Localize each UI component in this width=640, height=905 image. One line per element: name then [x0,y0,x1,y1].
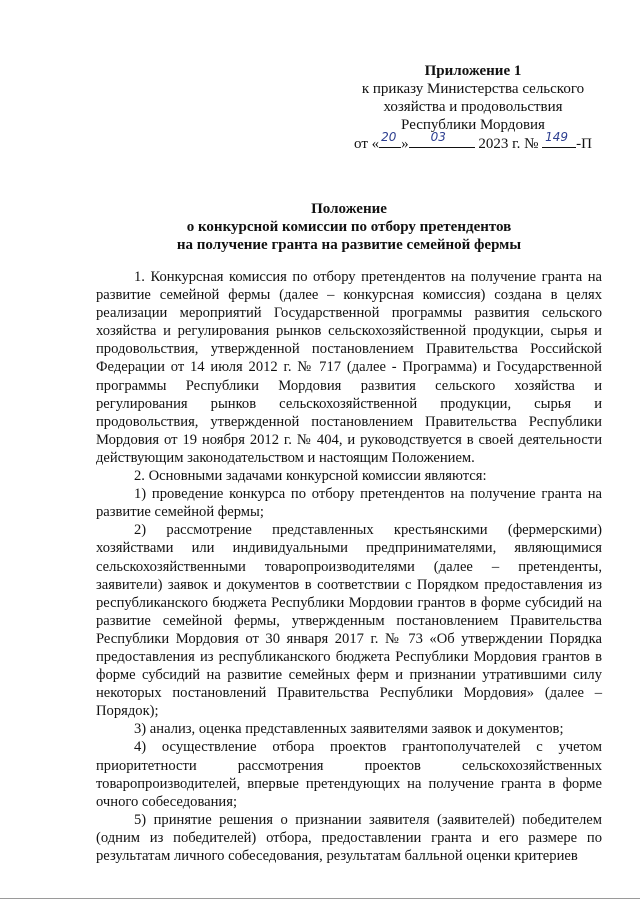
month-handwritten: 03 [430,130,446,144]
date-mid: » [401,136,409,152]
month-field [409,130,475,153]
number-suffix: -П [576,136,592,152]
document-heading [96,200,602,254]
number-handwritten: 149 [545,130,569,144]
paragraph: 1) проведение конкурса по отбору претендентов на получение гранта на развитие семейной фермы; [96,486,602,521]
paragraph: 5) принятие решения о признании заявителя (заявителей) победителем (одним из победителей) отбора, предоставлении гранта и его размере по результатам личного собеседования, результатам балльной оценки критериев [96,811,602,864]
day-handwritten: 20 [381,130,397,144]
heading-line: на получение гранта на развитие семейной фермы [176,237,522,253]
document-body [96,268,602,865]
paragraph: 2) рассмотрение представленных крестьянскими (фермерскими) хозяйствами или индивидуальными предпринимателями, являющимися сельскохозяйственными товаропроизводителями (далее – претенденты, заявители) заявок и документов в соответствии с Порядком предоставления из республиканского бюджета Республики Мордовии грантов в форме субсидий на развитие семейной фермы, утвержденным постановлением Правительства Республики Мордовия от 30 января 2017 г. № 73 «Об утверждении Порядка предоставления из республиканского бюджета Республики Мордовия грантов в форме субсидий на развитие семейных ферм и признании утратившими силу некоторых постановлений Правительства Республики Мордовия» (далее – Порядок); [96,522,602,720]
paragraph: 2. Основными задачами конкурсной комиссии являются: [134,468,487,485]
heading-line: о конкурсной комиссии по отбору претендентов [186,219,512,235]
paragraph: 1. Конкурсная комиссия по отбору претендентов на получение гранта на развитие семейной фермы (далее – конкурсная комиссия) создана в целях реализации мероприятий Государственной программы развития сельского хозяйства и регулирования рынков сельскохозяйственной продукции, сырья и продовольствия, утвержденной постановлением Правительства Российской Федерации от 14 июля 2012 г. № 717 (далее - Программа) и Государственной программы Республики Мордовия развития сельского хозяйства и регулирования рынков сельскохозяйственной продукции, сырья и продовольствия, утвержденной постановлением Правительства Республики Мордовия от 19 ноября 2012 г. № 404, и руководствуется в своей деятельности действующим законодательством и настоящим Положением. [96,269,602,466]
appendix-block [318,62,628,153]
appendix-line: хозяйства и продовольствия [383,99,563,115]
paragraph: 3) анализ, оценка представленных заявителями заявок и документов; [134,721,564,738]
appendix-title: Приложение 1 [424,63,522,79]
paragraph: 4) осуществление отбора проектов грантополучателей с учетом приоритетности рассмотрения проектов сельскохозяйственных товаропроизводителей, впервые претендующих на получение гранта в форме очного собеседования; [96,739,602,810]
page-bottom-divider [0,898,640,899]
appendix-line: к приказу Министерства сельского [361,81,585,97]
appendix-line: Республики Мордовия [401,117,545,133]
year-number-text: 2023 г. № [478,136,539,152]
number-field [542,130,576,153]
heading-line: Положение [311,201,387,217]
date-prefix: от « [354,136,380,152]
order-date-line [318,130,628,153]
day-field [379,130,401,153]
